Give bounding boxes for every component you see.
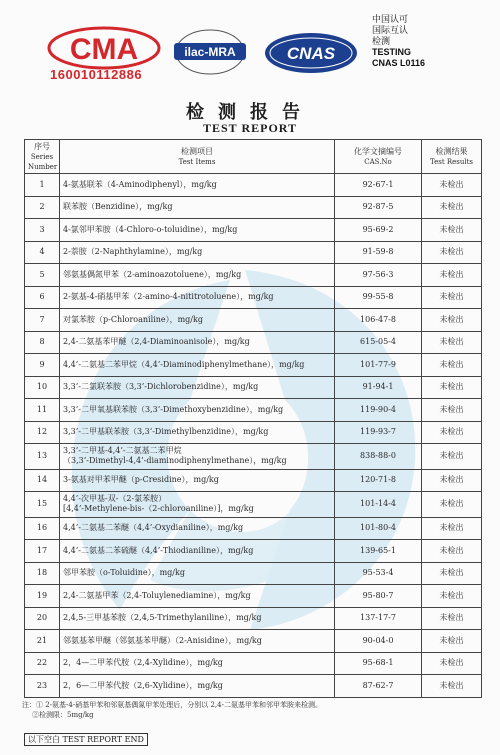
row-result: 未检出 [422, 607, 482, 630]
row-item: 对氯苯胺（p-Chloroaniline），mg/kg [60, 309, 335, 332]
cma-number: 160010112886 [50, 67, 143, 82]
row-item: 2,4,5-三甲基苯胺（2,4,5-Trimethylaniline），mg/kg [60, 607, 335, 630]
row-cas: 90-04-0 [335, 630, 422, 653]
report-notes [22, 700, 322, 720]
row-cas: 95-53-4 [335, 562, 422, 585]
row-item-line-2: [4,4’-Methylene-bis-（2-chloroaniline）]，mg/kg [63, 504, 254, 514]
report-header [0, 0, 500, 95]
table-row [25, 331, 482, 354]
row-cas: 119-90-4 [335, 399, 422, 422]
row-number: 18 [25, 562, 60, 585]
row-result: 未检出 [422, 196, 482, 219]
row-cas: 95-69-2 [335, 219, 422, 242]
row-number: 8 [25, 331, 60, 354]
row-cas: 838-88-0 [335, 444, 422, 470]
row-item: 3-氨基对甲苯甲醚（p-Cresidine），mg/kg [60, 469, 335, 492]
row-item: 2-萘胺（2-Naphthylamine），mg/kg [60, 241, 335, 264]
row-number: 3 [25, 219, 60, 242]
row-item: 邻氨基苯甲醚（邻氨基苯甲醚）（2-Anisidine），mg/kg [60, 630, 335, 653]
report-end-marker: 以下空白 TEST REPORT END [24, 733, 148, 746]
row-item-line-1: 4,4’-次甲基-双-（2-氯苯胺） [63, 494, 167, 504]
accreditation-text [372, 14, 425, 69]
header-cas [335, 140, 422, 174]
cnas-code: CNAS L0116 [372, 58, 426, 68]
table-row [25, 264, 482, 287]
table-row [25, 196, 482, 219]
ilac-mra-logo [160, 22, 260, 82]
row-result: 未检出 [422, 219, 482, 242]
row-item: 3,3’-二甲氧基联苯胺（3,3’-Dimethoxybenzidine），mg/kg [60, 399, 335, 422]
row-result: 未检出 [422, 264, 482, 287]
row-cas: 615-05-4 [335, 331, 422, 354]
row-item-line-2: （3,3’-Dimethyl-4,4’-diaminodiphenylmethane），mg/kg [63, 456, 287, 466]
row-result: 未检出 [422, 585, 482, 608]
row-result: 未检出 [422, 469, 482, 492]
row-result: 未检出 [422, 331, 482, 354]
row-cas: 101-77-9 [335, 354, 422, 377]
row-item [60, 444, 335, 470]
table-row [25, 219, 482, 242]
row-number: 5 [25, 264, 60, 287]
row-cas: 106-47-8 [335, 309, 422, 332]
row-result: 未检出 [422, 354, 482, 377]
row-cas: 120-71-8 [335, 469, 422, 492]
row-number: 13 [25, 444, 60, 470]
table-row [25, 354, 482, 377]
row-number: 16 [25, 517, 60, 540]
row-number: 15 [25, 492, 60, 518]
row-result: 未检出 [422, 376, 482, 399]
row-number: 14 [25, 469, 60, 492]
row-result: 未检出 [422, 444, 482, 470]
row-number: 22 [25, 652, 60, 675]
row-cas: 139-65-1 [335, 540, 422, 563]
row-item: 4,4’-二氨基二苯甲烷（4,4’-Diaminodiphenylmethane），mg/kg [60, 354, 335, 377]
table-row [25, 492, 482, 518]
row-number: 12 [25, 421, 60, 444]
header-series-cn: 序号 [34, 141, 50, 151]
header-results-cn: 检测结果 [435, 146, 468, 156]
note-line-2: ②检测限：5mg/kg [32, 711, 94, 719]
row-cas: 95-80-7 [335, 585, 422, 608]
row-result: 未检出 [422, 399, 482, 422]
row-item: 4-氨基联苯（4-Aminodiphenyl），mg/kg [60, 174, 335, 197]
accreditation-line-3: 检测 [372, 36, 391, 46]
table-row [25, 309, 482, 332]
row-number: 7 [25, 309, 60, 332]
report-title-en: TEST REPORT [202, 121, 298, 135]
header-cas-cn: 化学文摘编号 [354, 146, 402, 156]
table-header-row [25, 140, 482, 174]
row-item: 4,4’-二氨基二苯硫醚（4,4’-Thiodianiline），mg/kg [60, 540, 335, 563]
row-item [60, 492, 335, 518]
row-result: 未检出 [422, 540, 482, 563]
header-results-en: Test Results [429, 157, 474, 166]
table-row [25, 286, 482, 309]
header-cas-en: CAS.No [364, 157, 392, 166]
row-number: 17 [25, 540, 60, 563]
testing-label: TESTING [372, 47, 412, 57]
report-title-cn: 检测报告 [186, 102, 314, 123]
row-item: 4,4’-二氨基二苯醚（4,4’-Oxydianiline），mg/kg [60, 517, 335, 540]
row-cas: 92-87-5 [335, 196, 422, 219]
table-row [25, 241, 482, 264]
row-number: 19 [25, 585, 60, 608]
row-result: 未检出 [422, 630, 482, 653]
row-cas: 97-56-3 [335, 264, 422, 287]
row-number: 1 [25, 174, 60, 197]
row-number: 23 [25, 675, 60, 698]
header-items-cn: 检测项目 [181, 146, 213, 156]
row-result: 未检出 [422, 492, 482, 518]
row-item: 4-氯邻甲苯胺（4-Chloro-o-toluidine），mg/kg [60, 219, 335, 242]
row-item: 联苯胺（Benzidine），mg/kg [60, 196, 335, 219]
row-number: 4 [25, 241, 60, 264]
row-cas: 99-55-8 [335, 286, 422, 309]
header-number-en: Number [28, 162, 58, 171]
accreditation-line-1: 中国认可 [372, 14, 409, 24]
table-row [25, 652, 482, 675]
ilac-label: ilac-MRA [184, 45, 236, 59]
row-item: 3,3’-二氯联苯胺（3,3’-Dichlorobenzidine），mg/kg [60, 376, 335, 399]
header-items-en: Test Items [178, 157, 216, 166]
row-item: 2,4-二氨基苯甲醚（2,4-Diaminoanisole），mg/kg [60, 331, 335, 354]
table-row [25, 399, 482, 422]
cnas-logo [262, 28, 360, 78]
row-item: 2,4-二氨基甲苯（2,4-Toluylenediamine），mg/kg [60, 585, 335, 608]
row-cas: 91-59-8 [335, 241, 422, 264]
table-row [25, 585, 482, 608]
row-number: 9 [25, 354, 60, 377]
row-item: 3,3’-二甲基联苯胺（3,3’-Dimethylbenzidine），mg/kg [60, 421, 335, 444]
row-item: 2，6—二甲苯代胺（2,6-Xylidine），mg/kg [60, 675, 335, 698]
row-number: 11 [25, 399, 60, 422]
row-result: 未检出 [422, 652, 482, 675]
note-line-1: 注：① 2-氨基-4-硝基甲苯和邻氨基偶氮甲苯处理后，分别以 2,4-二氨基甲苯和邻甲苯胺来检测。 [22, 701, 322, 709]
row-number: 20 [25, 607, 60, 630]
header-series-en: Series [30, 152, 54, 161]
table-row [25, 607, 482, 630]
row-cas: 95-68-1 [335, 652, 422, 675]
row-cas: 101-14-4 [335, 492, 422, 518]
row-cas: 137-17-7 [335, 607, 422, 630]
row-cas: 92-67-1 [335, 174, 422, 197]
row-cas: 87-62-7 [335, 675, 422, 698]
table-row [25, 540, 482, 563]
table-row [25, 421, 482, 444]
row-item: 邻甲苯胺（o-Toluidine），mg/kg [60, 562, 335, 585]
row-result: 未检出 [422, 517, 482, 540]
row-number: 21 [25, 630, 60, 653]
row-result: 未检出 [422, 241, 482, 264]
row-item-line-1: 3,3’-二甲基-4,4’-二氨基二苯甲烷 [63, 446, 182, 456]
row-number: 6 [25, 286, 60, 309]
header-series-number [25, 140, 60, 174]
row-number: 10 [25, 376, 60, 399]
header-results [422, 140, 482, 174]
row-number: 2 [25, 196, 60, 219]
table-row [25, 444, 482, 470]
row-cas: 119-93-7 [335, 421, 422, 444]
cnas-label: CNAS [286, 44, 336, 63]
row-item: 2，4—二甲苯代胺（2,4-Xylidine），mg/kg [60, 652, 335, 675]
svg-text:CMA: CMA [69, 33, 139, 66]
table-row [25, 517, 482, 540]
row-result: 未检出 [422, 675, 482, 698]
row-item: 2-氨基-4-硝基甲苯（2-amino-4-nititrotoluene），mg/kg [60, 286, 335, 309]
table-row [25, 562, 482, 585]
table-row [25, 174, 482, 197]
table-row [25, 469, 482, 492]
row-result: 未检出 [422, 421, 482, 444]
test-results-table [24, 139, 482, 698]
header-test-items [60, 140, 335, 174]
row-result: 未检出 [422, 562, 482, 585]
table-row [25, 675, 482, 698]
table-row [25, 376, 482, 399]
row-result: 未检出 [422, 286, 482, 309]
row-result: 未检出 [422, 309, 482, 332]
row-result: 未检出 [422, 174, 482, 197]
table-row [25, 630, 482, 653]
accreditation-line-2: 国际互认 [372, 25, 409, 35]
row-cas: 101-80-4 [335, 517, 422, 540]
row-cas: 91-94-1 [335, 376, 422, 399]
row-item: 邻氨基偶氮甲苯（2-aminoazotoluene），mg/kg [60, 264, 335, 287]
